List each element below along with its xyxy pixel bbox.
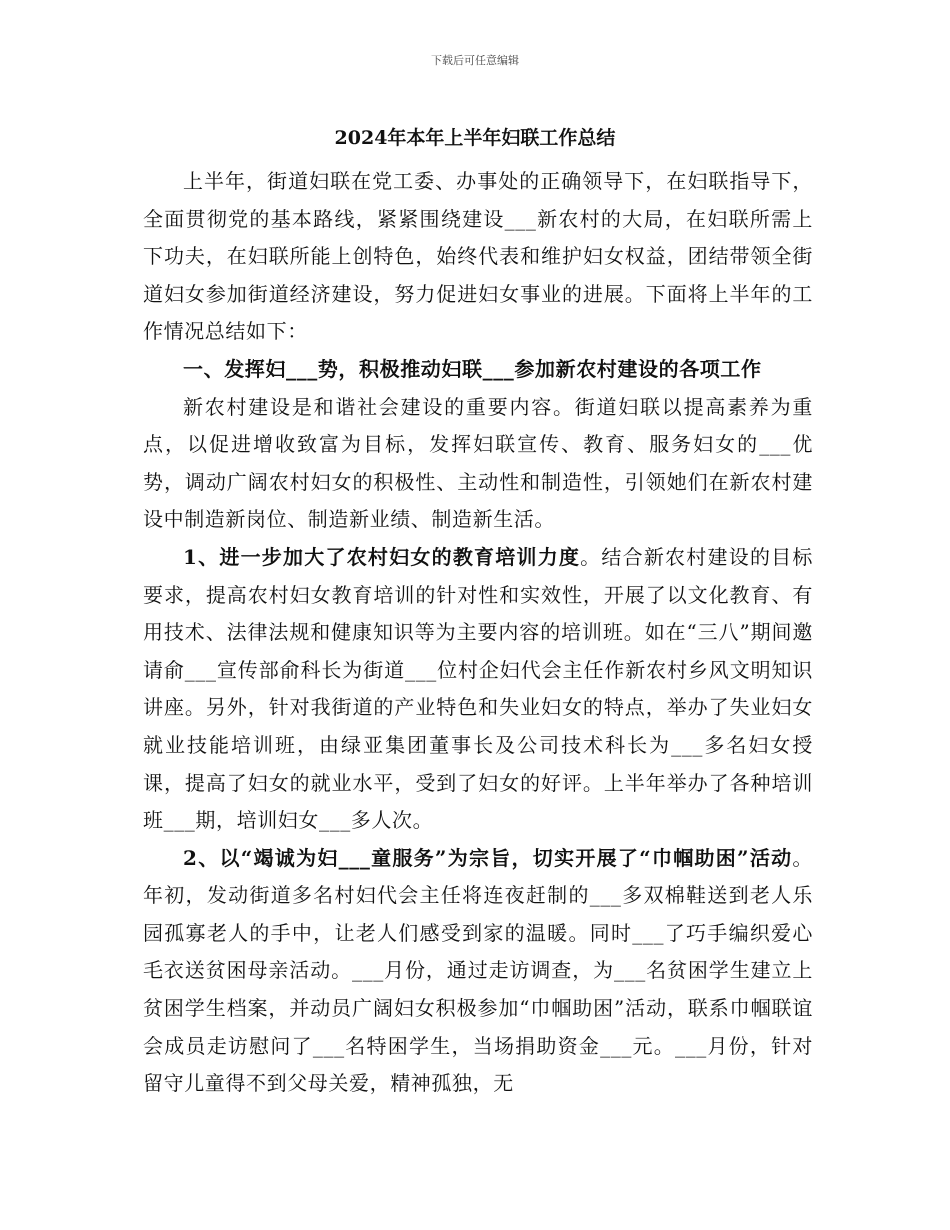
document-title: 2024年本年上半年妇联工作总结 [334, 127, 616, 149]
intro-paragraph: 上半年，街道妇联在党工委、办事处的正确领导下，在妇联指导下，全面贯彻党的基本路线，紧紧围绕建设___新农村的大局，在妇联所需上下功夫，在妇联所能上创特色，始终代表和维护妇女权益，团结带领全街道妇女参加街道经济建设，努力促进妇女事业的进展。下面将上半年的工作情况总结如下： [143, 169, 813, 344]
section-paragraph: 新农村建设是和谐社会建设的重要内容。街道妇联以提高素养为重点，以促进增收致富为目标，发挥妇联宣传、教育、服务妇女的___优势，调动广阔农村妇女的积极性、主动性和制造性，引领她们在新农村建设中制造新岗位、制造新业绩、制造新生活。 [143, 394, 813, 532]
item-paragraph-2 [143, 840, 813, 1103]
page-header-note: 下载后可任意编辑 [431, 54, 519, 67]
document-body [143, 163, 813, 1103]
item-paragraph-1 [143, 539, 813, 840]
item-text-1: 。结合新农村建设的目标要求，提高农村妇女教育培训的针对性和实效性，开展了以文化教育、有用技术、法律法规和健康知识等为主要内容的培训班。如在“三八”期间邀请俞___宣传部俞科长为街道___位村企妇代会主任作新农村乡风文明知识讲座。另外，针对我街道的产业特色和失业妇女的特点，举办了失业妇女就业技能培训班，由绿亚集团董事长及公司技术科长为___多名妇女授课，提高了妇女的就业水平，受到了妇女的好评。上半年举办了各种培训班___期，培训妇女___多人次。 [143, 544, 813, 833]
item-lead-1: 1、进一步加大了农村妇女的教育培训力度 [183, 544, 581, 569]
section-heading: 一、发挥妇___势，积极推动妇联___参加新农村建设的各项工作 [183, 356, 762, 381]
item-lead-2: 2、以“竭诚为妇___童服务”为宗旨，切实开展了“巾帼助困”活动 [183, 845, 793, 870]
item-text-2: 。年初，发动街道多名村妇代会主任将连夜赶制的___多双棉鞋送到老人乐园孤寡老人的手中，让老人们感受到家的温暖。同时___了巧手编织爱心毛衣送贫困母亲活动。___月份，通过走访调查，为___名贫困学生建立上贫困学生档案，并动员广阔妇女积极参加“巾帼助困”活动，联系巾帼联谊会成员走访慰问了___名特困学生，当场捐助资金___元。___月份，针对留守儿童得不到父母关爱，精神孤独，无 [143, 845, 813, 1096]
